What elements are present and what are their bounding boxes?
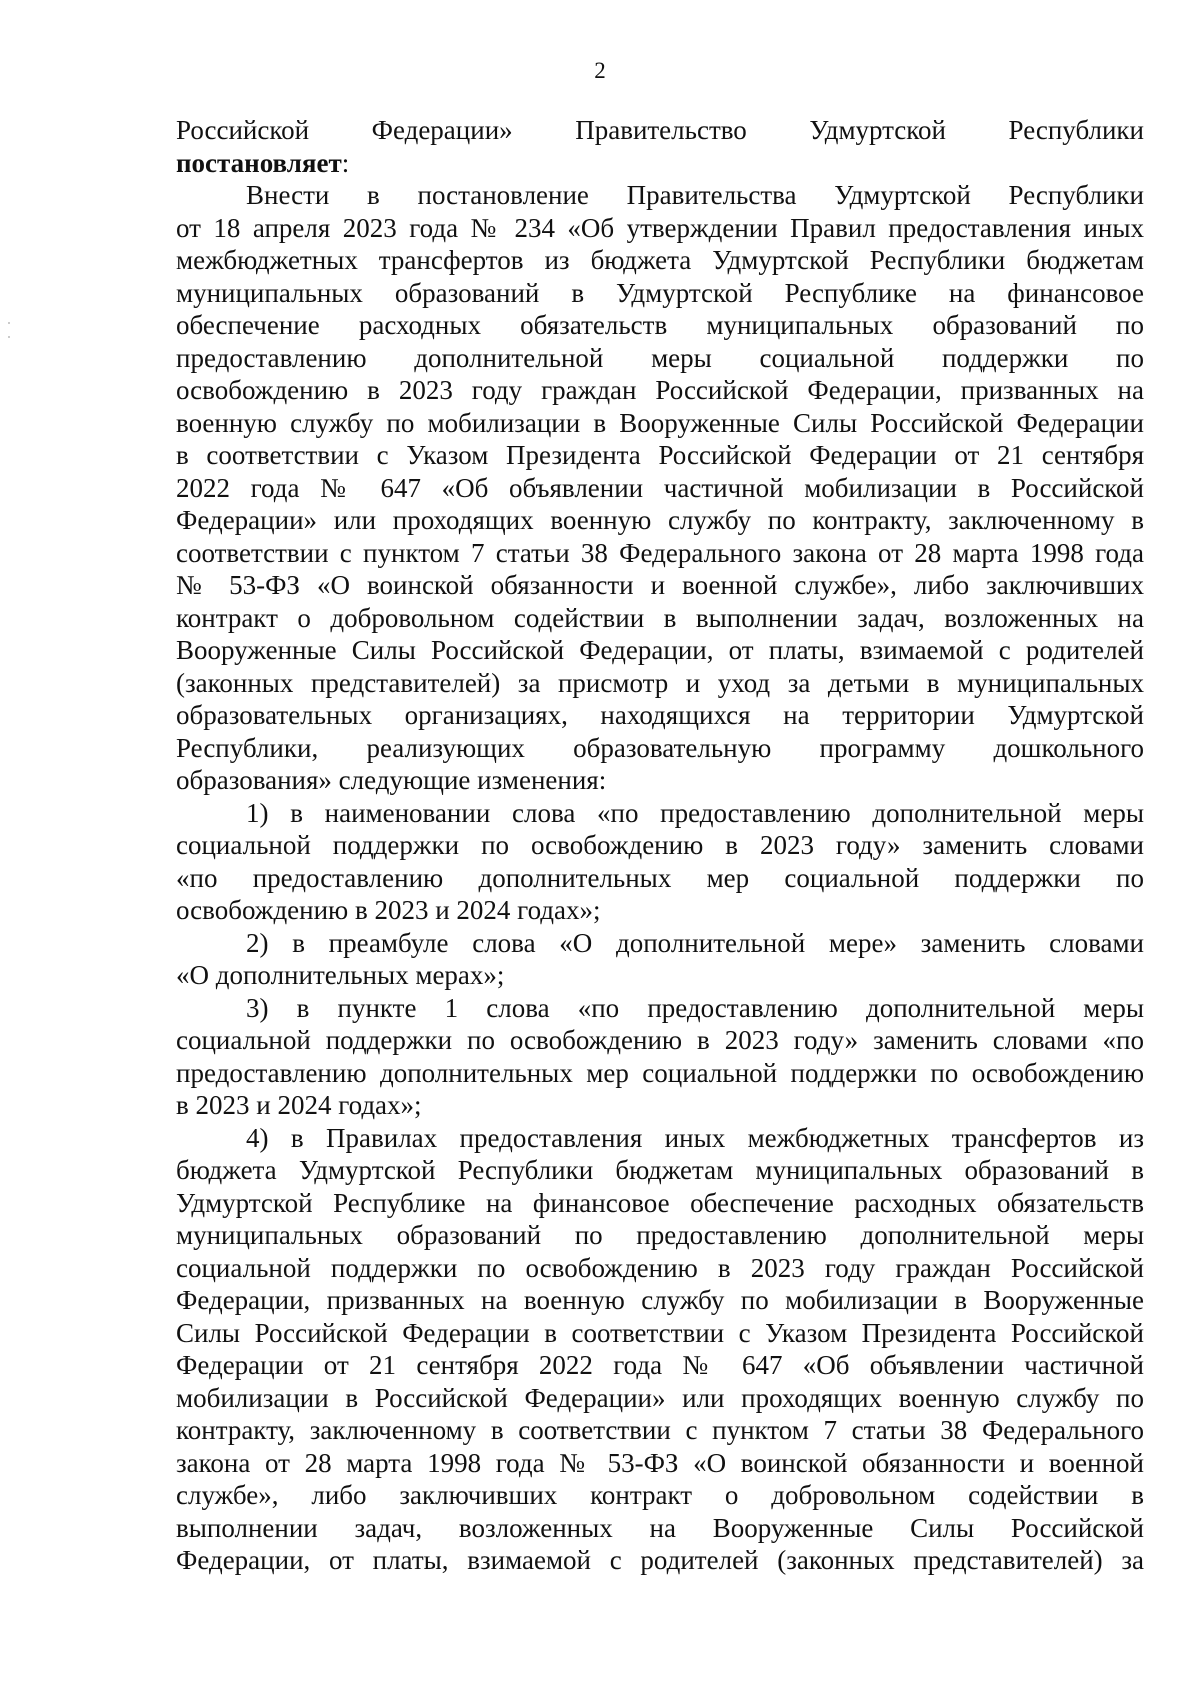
decision-word: постановляет xyxy=(176,147,342,178)
page-number: 2 xyxy=(594,58,606,83)
text-line: Федерации от 21 сентября 2022 года № 647 «Об объявлении частичной xyxy=(176,1350,1144,1380)
text-line: 3) в пункте 1 слова «по предоставлению дополнительной меры xyxy=(246,992,1144,1023)
paragraph-intro xyxy=(176,179,1144,797)
text-line: предоставлению дополнительной меры социальной поддержки по xyxy=(176,342,1144,373)
text-line: 2) в преамбуле слова «О дополнительной мере» заменить словами xyxy=(246,927,1144,958)
decision-colon: : xyxy=(341,147,350,178)
text-line: образовательных организациях, находящихся на территории Удмуртской xyxy=(176,700,1144,730)
text-line: в соответствии с Указом Президента Российской Федерации от 21 сентября xyxy=(176,440,1144,470)
text-line: 4) в Правилах предоставления иных межбюджетных трансфертов из xyxy=(246,1122,1144,1153)
text-line: «по предоставлению дополнительных мер социальной поддержки по xyxy=(176,862,1144,893)
text-line: от 18 апреля 2023 года № 234 «Об утверждении Правил предоставления иных xyxy=(176,212,1144,243)
preamble-end-line: Российской Федерации» Правительство Удмуртской Республики xyxy=(176,115,1144,145)
text-line: Силы Российской Федерации в соответствии с Указом Президента Российской xyxy=(176,1317,1144,1348)
text-line: соответствии с пунктом 7 статьи 38 Федерального закона от 28 марта 1998 года xyxy=(176,537,1144,568)
text-line: освобождению в 2023 году граждан Российской Федерации, призванных на xyxy=(176,375,1144,405)
scan-speck xyxy=(8,322,10,324)
paragraph-item-1 xyxy=(176,797,1144,927)
text-line: Удмуртской Республике на финансовое обеспечение расходных обязательств xyxy=(176,1187,1144,1218)
document-body xyxy=(176,114,1144,1577)
text-line: Федерации» или проходящих военную службу по контракту, заключенному в xyxy=(176,505,1144,535)
text-line: (законных представителей) за присмотр и уход за детьми в муниципальных xyxy=(176,667,1144,698)
text-line: социальной поддержки по освобождению в 2023 году граждан Российской xyxy=(176,1252,1144,1283)
text-line: в 2023 и 2024 годах»; xyxy=(176,1090,422,1120)
text-line: выполнении задач, возложенных на Вооруженные Силы Российской xyxy=(176,1512,1144,1543)
text-line: мобилизации в Российской Федерации» или проходящих военную службу по xyxy=(176,1382,1144,1413)
text-line: Республики, реализующих образовательную программу дошкольного xyxy=(176,732,1144,763)
text-line: обеспечение расходных обязательств муниципальных образований по xyxy=(176,310,1144,340)
paragraph-item-4 xyxy=(176,1122,1144,1577)
text-line: межбюджетных трансфертов из бюджета Удмуртской Республики бюджетам xyxy=(176,245,1144,275)
text-line: военную службу по мобилизации в Вооруженные Силы Российской Федерации xyxy=(176,407,1144,438)
text-line: Федерации, призванных на военную службу по мобилизации в Вооруженные xyxy=(176,1285,1144,1315)
text-line: контракт о добровольном содействии в выполнении задач, возложенных на xyxy=(176,602,1144,633)
decision-line xyxy=(176,147,1144,180)
text-line: муниципальных образований по предоставлению дополнительной меры xyxy=(176,1220,1144,1250)
text-line: службе», либо заключивших контракт о добровольном содействии в xyxy=(176,1480,1144,1510)
text-line: освобождению в 2023 и 2024 годах»; xyxy=(176,895,601,925)
text-line: образования» следующие изменения: xyxy=(176,765,607,795)
text-line: № 53-ФЗ «О воинской обязанности и военной службе», либо заключивших xyxy=(176,570,1144,600)
text-line: 1) в наименовании слова «по предоставлению дополнительной меры xyxy=(246,797,1144,828)
paragraph-item-2 xyxy=(176,927,1144,992)
text-line: социальной поддержки по освобождению в 2023 году» заменить словами xyxy=(176,830,1144,860)
text-line: контракту, заключенному в соответствии с пунктом 7 статьи 38 Федерального xyxy=(176,1415,1144,1445)
text-line: муниципальных образований в Удмуртской Республике на финансовое xyxy=(176,277,1144,308)
text-line: Вооруженные Силы Российской Федерации, от платы, взимаемой с родителей xyxy=(176,635,1144,665)
text-line: предоставлению дополнительных мер социальной поддержки по освобождению xyxy=(176,1057,1144,1088)
text-line: Внести в постановление Правительства Удмуртской Республики xyxy=(246,180,1144,210)
text-line: «О дополнительных мерах»; xyxy=(176,960,505,990)
text-line: Федерации, от платы, взимаемой с родителей (законных представителей) за xyxy=(176,1545,1144,1575)
paragraph-item-3 xyxy=(176,992,1144,1122)
text-line: социальной поддержки по освобождению в 2023 году» заменить словами «по xyxy=(176,1025,1144,1055)
text-line: бюджета Удмуртской Республики бюджетам муниципальных образований в xyxy=(176,1155,1144,1185)
scan-speck xyxy=(8,336,10,338)
text-line: 2022 года № 647 «Об объявлении частичной мобилизации в Российской xyxy=(176,472,1144,503)
text-line: закона от 28 марта 1998 года № 53-ФЗ «О воинской обязанности и военной xyxy=(176,1447,1144,1478)
